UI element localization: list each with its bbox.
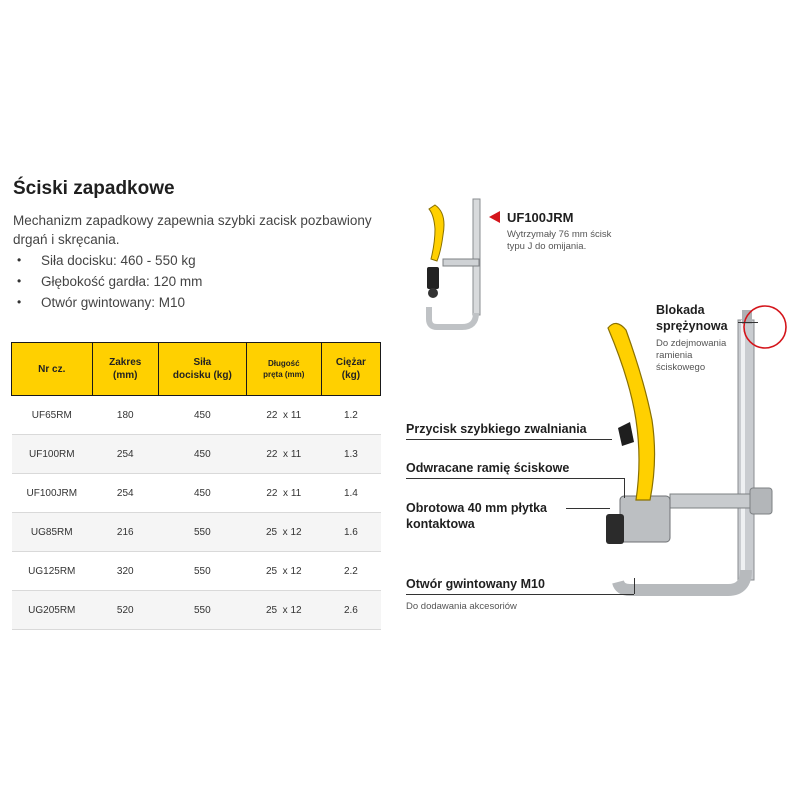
feature-item: • Głębokość gardła: 120 mm bbox=[17, 274, 203, 289]
cell-bar: 25 x 12 bbox=[246, 552, 321, 591]
col-header-bar: Długość pręta (mm) bbox=[246, 343, 321, 396]
feature-text: Siła docisku: 460 - 550 kg bbox=[41, 253, 196, 268]
table-row bbox=[12, 591, 381, 630]
callout-threaded-hole-sub: Do dodawania akcesoriów bbox=[406, 601, 517, 612]
cell-part: UF100JRM bbox=[12, 474, 93, 513]
callout-spring-lock bbox=[656, 302, 740, 334]
variant-description: Wytrzymały 76 mm ścisk typu J do omijania. bbox=[507, 229, 612, 252]
table-row bbox=[12, 435, 381, 474]
callout-reversible-arm: Odwracane ramię ściskowe bbox=[406, 461, 570, 475]
cell-force: 550 bbox=[158, 591, 246, 630]
cell-range: 254 bbox=[92, 474, 158, 513]
col-header-part: Nr cz. bbox=[12, 343, 93, 396]
cell-part: UG125RM bbox=[12, 552, 93, 591]
cell-part: UF100RM bbox=[12, 435, 93, 474]
cell-range: 320 bbox=[92, 552, 158, 591]
cell-force: 550 bbox=[158, 552, 246, 591]
page-title: Ściski zapadkowe bbox=[13, 178, 175, 199]
cell-range: 180 bbox=[92, 396, 158, 435]
leader-line bbox=[624, 478, 625, 498]
cell-part: UG85RM bbox=[12, 513, 93, 552]
cell-range: 216 bbox=[92, 513, 158, 552]
callout-swivel-pad bbox=[406, 500, 547, 532]
leader-line bbox=[566, 508, 610, 509]
feature-list bbox=[13, 250, 202, 313]
callout-swivel-pad-line1: Obrotowa 40 mm płytka bbox=[406, 501, 548, 515]
table-row bbox=[12, 552, 381, 591]
feature-text: Otwór gwintowany: M10 bbox=[41, 295, 186, 310]
leader-line bbox=[634, 578, 635, 594]
callout-swivel-pad-line2: kontaktowa bbox=[406, 517, 475, 531]
cell-part: UG205RM bbox=[12, 591, 93, 630]
callout-spring-lock-line2: sprężynowa bbox=[656, 319, 728, 333]
cell-range: 520 bbox=[92, 591, 158, 630]
callout-quick-release: Przycisk szybkiego zwalniania bbox=[406, 422, 587, 436]
leader-line bbox=[406, 594, 634, 595]
col-header-range: Zakres (mm) bbox=[92, 343, 158, 396]
cell-bar: 22 x 11 bbox=[246, 474, 321, 513]
table-row bbox=[12, 474, 381, 513]
cell-weight: 1.4 bbox=[321, 474, 380, 513]
cell-weight: 1.2 bbox=[321, 396, 380, 435]
leader-line bbox=[738, 322, 758, 323]
cell-bar: 25 x 12 bbox=[246, 591, 321, 630]
cell-bar: 22 x 11 bbox=[246, 396, 321, 435]
cell-weight: 2.2 bbox=[321, 552, 380, 591]
callout-threaded-hole: Otwór gwintowany M10 bbox=[406, 577, 545, 591]
cell-force: 450 bbox=[158, 396, 246, 435]
variant-title: UF100JRM bbox=[507, 210, 574, 225]
callout-spring-lock-line1: Blokada bbox=[656, 303, 705, 317]
cell-weight: 1.3 bbox=[321, 435, 380, 474]
cell-weight: 2.6 bbox=[321, 591, 380, 630]
cell-weight: 1.6 bbox=[321, 513, 380, 552]
leader-line bbox=[406, 439, 612, 440]
feature-item: • Otwór gwintowany: M10 bbox=[17, 295, 186, 310]
col-header-weight: Ciężar (kg) bbox=[321, 343, 380, 396]
cell-range: 254 bbox=[92, 435, 158, 474]
leader-line bbox=[406, 478, 624, 479]
cell-force: 550 bbox=[158, 513, 246, 552]
callout-spring-lock-sub: Do zdejmowania ramienia ściskowego bbox=[656, 338, 727, 373]
feature-text: Głębokość gardła: 120 mm bbox=[41, 274, 203, 289]
table-row bbox=[12, 513, 381, 552]
cell-force: 450 bbox=[158, 474, 246, 513]
cell-bar: 25 x 12 bbox=[246, 513, 321, 552]
spec-table bbox=[11, 342, 381, 630]
feature-item: • Siła docisku: 460 - 550 kg bbox=[17, 253, 196, 268]
table-row bbox=[12, 396, 381, 435]
intro-text: Mechanizm zapadkowy zapewnia szybki zacisk pozbawiony drgań i skręcania. bbox=[13, 213, 372, 247]
pointer-triangle-icon bbox=[487, 210, 501, 224]
table-header-row bbox=[12, 343, 381, 396]
col-header-force: Siła docisku (kg) bbox=[158, 343, 246, 396]
cell-part: UF65RM bbox=[12, 396, 93, 435]
cell-bar: 22 x 11 bbox=[246, 435, 321, 474]
cell-force: 450 bbox=[158, 435, 246, 474]
